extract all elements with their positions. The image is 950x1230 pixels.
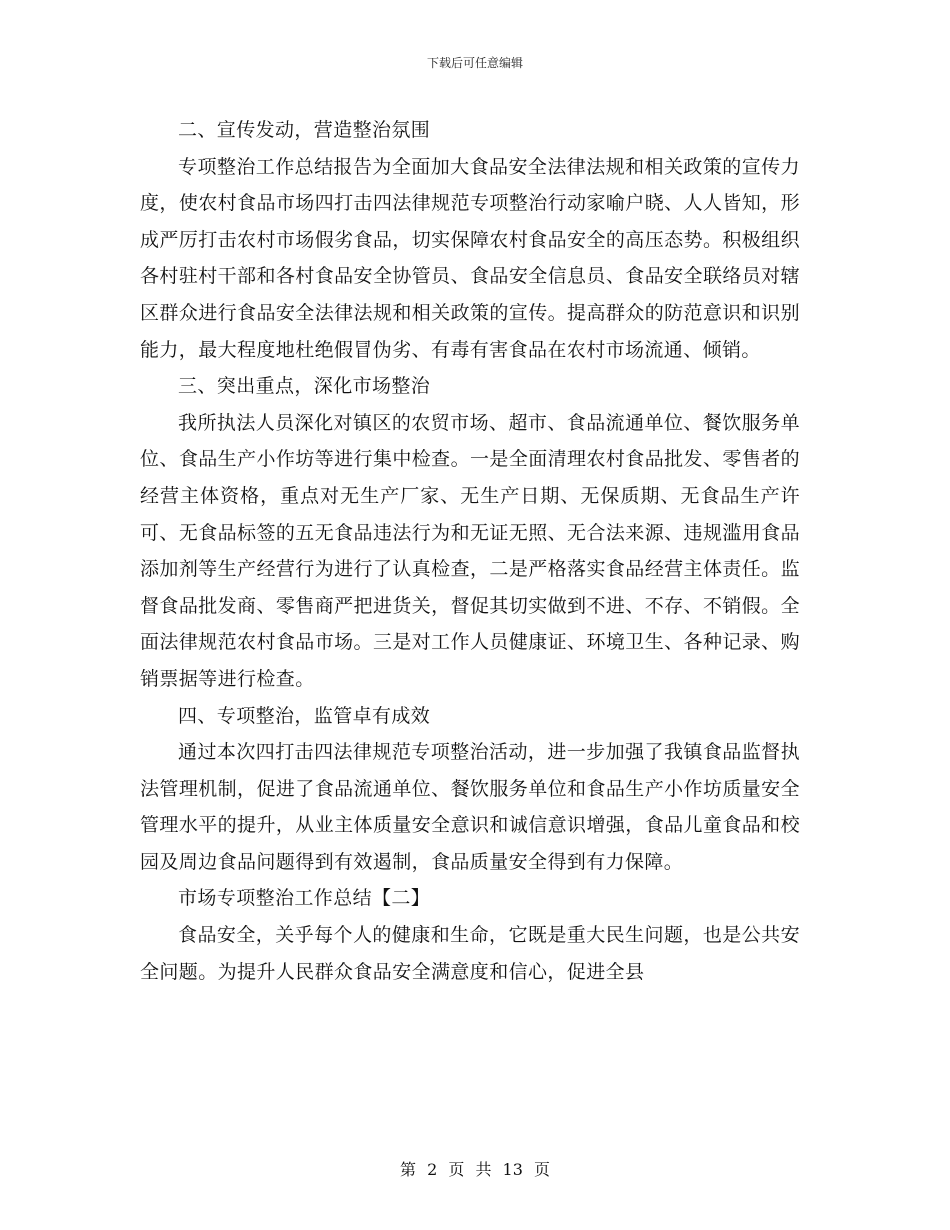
- section-heading-focus: 三、突出重点，深化市场整治: [178, 375, 431, 398]
- document-body: [140, 112, 800, 990]
- paragraph-publicity: 专项整治工作总结报告为全面加大食品安全法律法规和相关政策的宣传力度，使农村食品市场四打击四法律规范专项整治行动家喻户晓、人人皆知，形成严厉打击农村市场假劣食品，切实保障农村食品安全的高压态势。积极组织各村驻村干部和各村食品安全协管员、食品安全信息员、食品安全联络员对辖区群众进行食品安全法律法规和相关政策的宣传。提高群众的防范意识和识别能力，最大程度地杜绝假冒伪劣、有毒有害食品在农村市场流通、倾销。: [140, 155, 800, 361]
- section-heading-publicity: 二、宣传发动，营造整治氛围: [178, 119, 431, 141]
- page-header: 下载后可任意编辑: [426, 56, 523, 70]
- paragraph-food-safety: 食品安全，关乎每个人的健康和生命，它既是重大民生问题，也是公共安全问题。为提升人民群众食品安全满意度和信心，促进全县: [140, 924, 800, 983]
- section-title-summary-two: 市场专项整治工作总结【二】: [178, 887, 431, 910]
- page-number: 第 2 页 共 13 页: [400, 1160, 550, 1179]
- paragraph-inspection: 我所执法人员深化对镇区的农贸市场、超市、食品流通单位、餐饮服务单位、食品生产小作坊等进行集中检查。一是全面清理农村食品批发、零售者的经营主体资格，重点对无生产厂家、无生产日期、无保质期、无食品生产许可、无食品标签的五无食品违法行为和无证无照、无合法来源、违规滥用食品添加剂等生产经营行为进行了认真检查，二是严格落实食品经营主体责任。监督食品批发商、零售商严把进货关，督促其切实做到不进、不存、不销假。全面法律规范农村食品市场。三是对工作人员健康证、环境卫生、各种记录、购销票据等进行检查。: [140, 411, 800, 690]
- section-heading-results: 四、专项整治，监管卓有成效: [178, 704, 431, 727]
- paragraph-results: 通过本次四打击四法律规范专项整治活动，进一步加强了我镇食品监督执法管理机制，促进了食品流通单位、餐饮服务单位和食品生产小作坊质量安全管理水平的提升，从业主体质量安全意识和诚信意识增强，食品儿童食品和校园及周边食品问题得到有效遏制，食品质量安全得到有力保障。: [140, 741, 800, 873]
